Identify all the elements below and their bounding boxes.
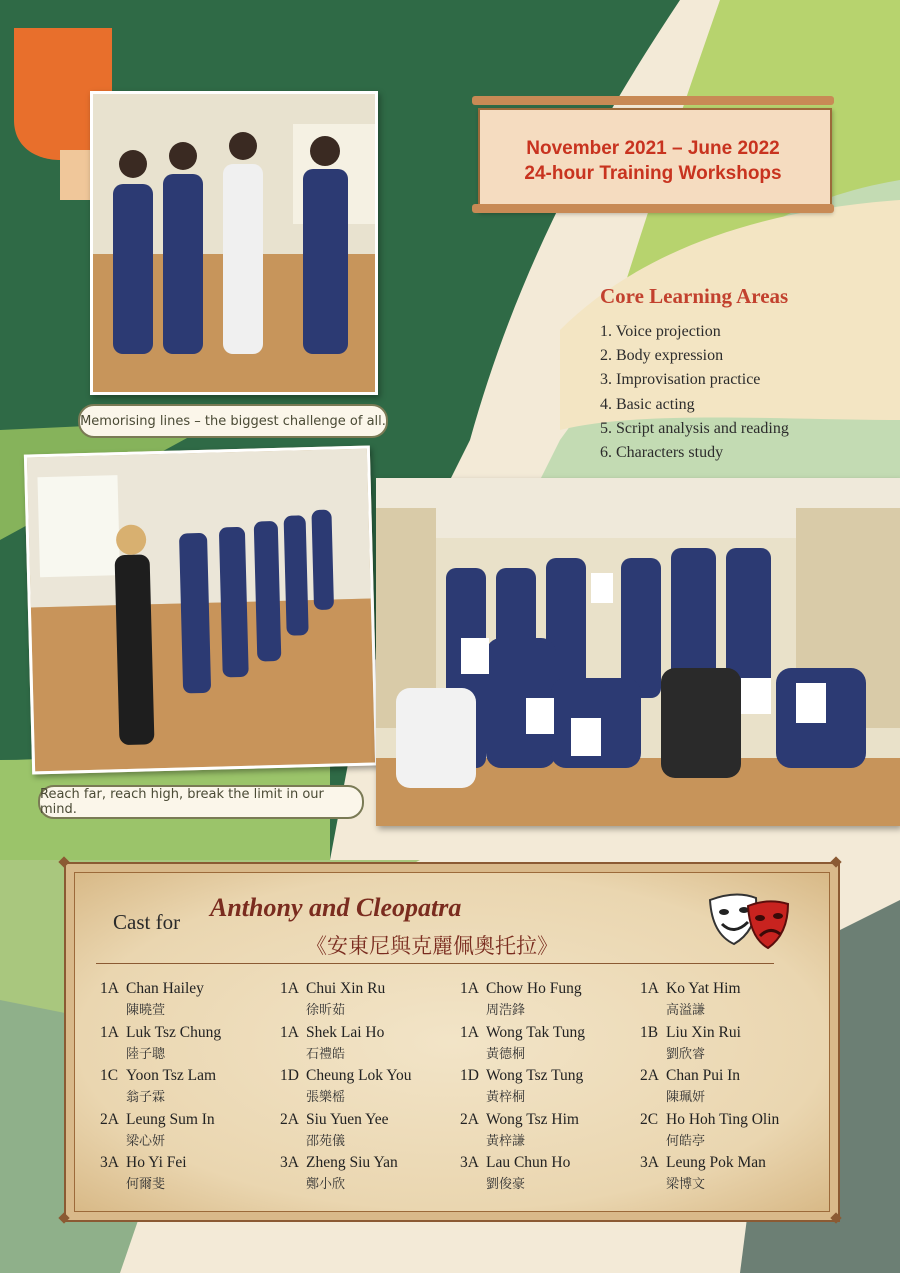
core-learning-title: Core Learning Areas <box>600 284 789 308</box>
chinese-name: 陳珮妍 <box>666 1090 706 1105</box>
english-name: Ho Yi Fei <box>126 1154 187 1171</box>
group-photo <box>376 478 900 826</box>
english-name: Leung Sum In <box>126 1110 215 1128</box>
class-code: 2A <box>640 1067 659 1084</box>
class-code: 1A <box>100 980 119 997</box>
english-name: Leung Pok Man <box>666 1154 766 1171</box>
chinese-name: 邵苑儀 <box>306 1133 346 1149</box>
divider <box>96 963 774 964</box>
core-learning-item: 5. Script analysis and reading <box>600 419 789 437</box>
english-name: Chui Xin Ru <box>306 980 386 997</box>
chinese-name: 高溢謙 <box>666 1003 706 1018</box>
class-code: 3A <box>100 1154 119 1171</box>
class-code: 1A <box>460 1023 479 1041</box>
photo-caption <box>78 404 388 438</box>
class-code: 1D <box>460 1067 479 1084</box>
chinese-name: 周浩鋒 <box>486 1003 526 1018</box>
english-name: Wong Tak Tung <box>486 1023 586 1041</box>
chinese-name: 劉欣睿 <box>666 1046 706 1062</box>
english-name: Wong Tsz Him <box>486 1110 579 1128</box>
chinese-name: 黃德桐 <box>486 1046 526 1062</box>
class-code: 3A <box>280 1154 299 1171</box>
chinese-name: 陸子聰 <box>126 1046 166 1062</box>
caption-text: Memorising lines – the biggest challenge of all. <box>80 413 386 429</box>
rehearsal-photo-stretching <box>24 446 378 775</box>
english-name: Chan Pui In <box>666 1067 741 1084</box>
cast-for-label: Cast for <box>113 910 181 934</box>
chinese-name: 黃梓謙 <box>486 1133 526 1149</box>
core-learning-item: 1. Voice projection <box>600 323 721 340</box>
english-name: Cheung Lok You <box>306 1067 412 1084</box>
banner-dates: November 2021 – June 2022 <box>526 138 780 159</box>
chinese-name: 梁心妍 <box>126 1133 166 1149</box>
class-code: 2C <box>640 1110 659 1128</box>
chinese-name: 黃梓桐 <box>486 1090 526 1105</box>
date-banner <box>478 96 828 216</box>
class-code: 1D <box>280 1067 299 1084</box>
class-code: 2A <box>100 1110 119 1128</box>
class-code: 3A <box>640 1154 659 1171</box>
chinese-name: 石禮皓 <box>306 1046 346 1062</box>
banner-subtitle: 24-hour Training Workshops <box>524 163 782 184</box>
chinese-name: 翁子霖 <box>126 1090 166 1105</box>
caption-text: Reach far, reach high, break the limit in our mind. <box>40 787 324 817</box>
play-title: Anthony and Cleopatra <box>210 893 462 922</box>
chinese-name: 劉俊豪 <box>486 1177 526 1192</box>
core-learning-item: 4. Basic acting <box>600 395 695 413</box>
class-code: 2A <box>280 1110 299 1128</box>
english-name: Siu Yuen Yee <box>306 1110 389 1128</box>
core-learning-item: 2. Body expression <box>600 347 724 365</box>
play-title-chinese: 《安東尼與克麗佩奧托拉》 <box>306 934 558 958</box>
chinese-name: 梁博文 <box>666 1177 706 1192</box>
english-name: Lau Chun Ho <box>486 1154 571 1171</box>
english-name: Liu Xin Rui <box>666 1023 741 1041</box>
english-name: Luk Tsz Chung <box>126 1023 222 1041</box>
chinese-name: 張樂榣 <box>306 1090 346 1105</box>
core-learning-item: 6. Characters study <box>600 443 724 461</box>
english-name: Zheng Siu Yan <box>306 1154 398 1171</box>
core-learning-list <box>600 320 789 465</box>
photo-caption <box>38 785 364 819</box>
chinese-name: 鄭小欣 <box>306 1177 346 1192</box>
class-code: 1C <box>100 1067 119 1084</box>
class-code: 1A <box>460 980 479 997</box>
class-code: 3A <box>460 1154 479 1171</box>
english-name: Ho Hoh Ting Olin <box>666 1110 780 1128</box>
class-code: 2A <box>460 1110 479 1128</box>
english-name: Shek Lai Ho <box>306 1023 385 1041</box>
english-name: Wong Tsz Tung <box>486 1067 584 1084</box>
rehearsal-photo-reading <box>90 91 378 395</box>
theatre-masks-icon <box>706 890 790 950</box>
english-name: Chan Hailey <box>126 980 204 997</box>
class-code: 1A <box>280 980 299 997</box>
class-code: 1A <box>280 1023 299 1041</box>
chinese-name: 陳曉萱 <box>126 1003 166 1018</box>
chinese-name: 何爾斐 <box>126 1177 166 1192</box>
english-name: Ko Yat Him <box>666 980 741 997</box>
chinese-name: 徐昕茹 <box>306 1003 346 1018</box>
english-name: Chow Ho Fung <box>486 980 582 997</box>
chinese-name: 何皓亭 <box>666 1133 706 1149</box>
class-code: 1A <box>640 980 659 997</box>
class-code: 1B <box>640 1023 659 1041</box>
core-learning-item: 3. Improvisation practice <box>600 371 761 389</box>
class-code: 1A <box>100 1023 119 1041</box>
english-name: Yoon Tsz Lam <box>126 1067 217 1084</box>
